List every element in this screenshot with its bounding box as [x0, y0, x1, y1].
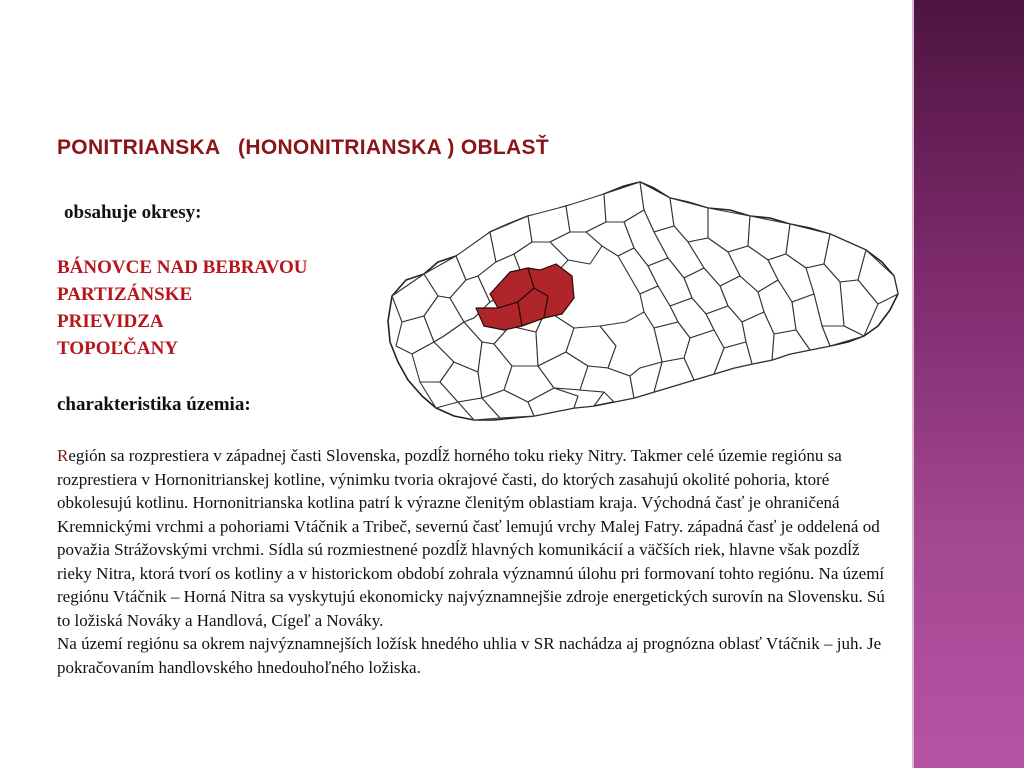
district-item: PRIEVIDZA — [57, 311, 164, 332]
district-item: PARTIZÁNSKE — [57, 284, 193, 305]
slovakia-district-map — [378, 176, 903, 426]
subtitle: obsahuje okresy: — [64, 202, 202, 223]
characteristics-heading: charakteristika územia: — [57, 394, 251, 415]
district-item: BÁNOVCE NAD BEBRAVOU — [57, 257, 308, 278]
district-item: TOPOĽČANY — [57, 338, 179, 359]
district-list — [57, 254, 308, 362]
paragraph-1-text: egión sa rozprestiera v západnej časti Slovenska, pozdĺž horného toku rieky Nitry. Takmer celé územie regiónu sa rozprestiera v Hornonitrianskej kotline, výnimku tvoria okrajové časti, do ktorých zasahujú okolité pohoria, ktoré obkolesujú kotlinu. Hornonitrianska kotlina patrí k výrazne členitým oblastiam kraja. Východná časť je ohraničená Kremnickými vrchmi a pohoriami Vtáčnik a Tribeč, severnú časť lemujú vrchy Malej Fatry. západná časť je oddelená od považia Strážovskými vrchmi. Sídla sú rozmiestnené pozdĺž hlavných komunikácií a väčších riek, hlavne však pozdĺž rieky Nitra, ktorá tvorí os kotliny a v historickom období zohrala významnú úlohu pri formovaní tohto regiónu. Na území regiónu Vtáčnik – Horná Nitra sa vyskytujú ekonomicky najvýznamnejšie zdroje energetických surovín na Slovensku. Sú to ložiská Nováky a Handlová, Cígeľ a Nováky. — [57, 446, 885, 630]
paragraph-1 — [57, 444, 892, 632]
drop-cap: R — [57, 446, 69, 465]
paragraph-2: Na území regiónu sa okrem najvýznamnejších ložísk hnedého uhlia v SR nachádza aj prognózna oblasť Vtáčnik – juh. Je pokračovaním handlovského hnedouhoľného ložiska. — [57, 634, 882, 677]
slide-title: PONITRIANSKA (HONONITRIANSKA ) OBLASŤ — [57, 136, 549, 159]
decorative-sidebar — [912, 0, 1024, 768]
body-text — [57, 444, 892, 679]
